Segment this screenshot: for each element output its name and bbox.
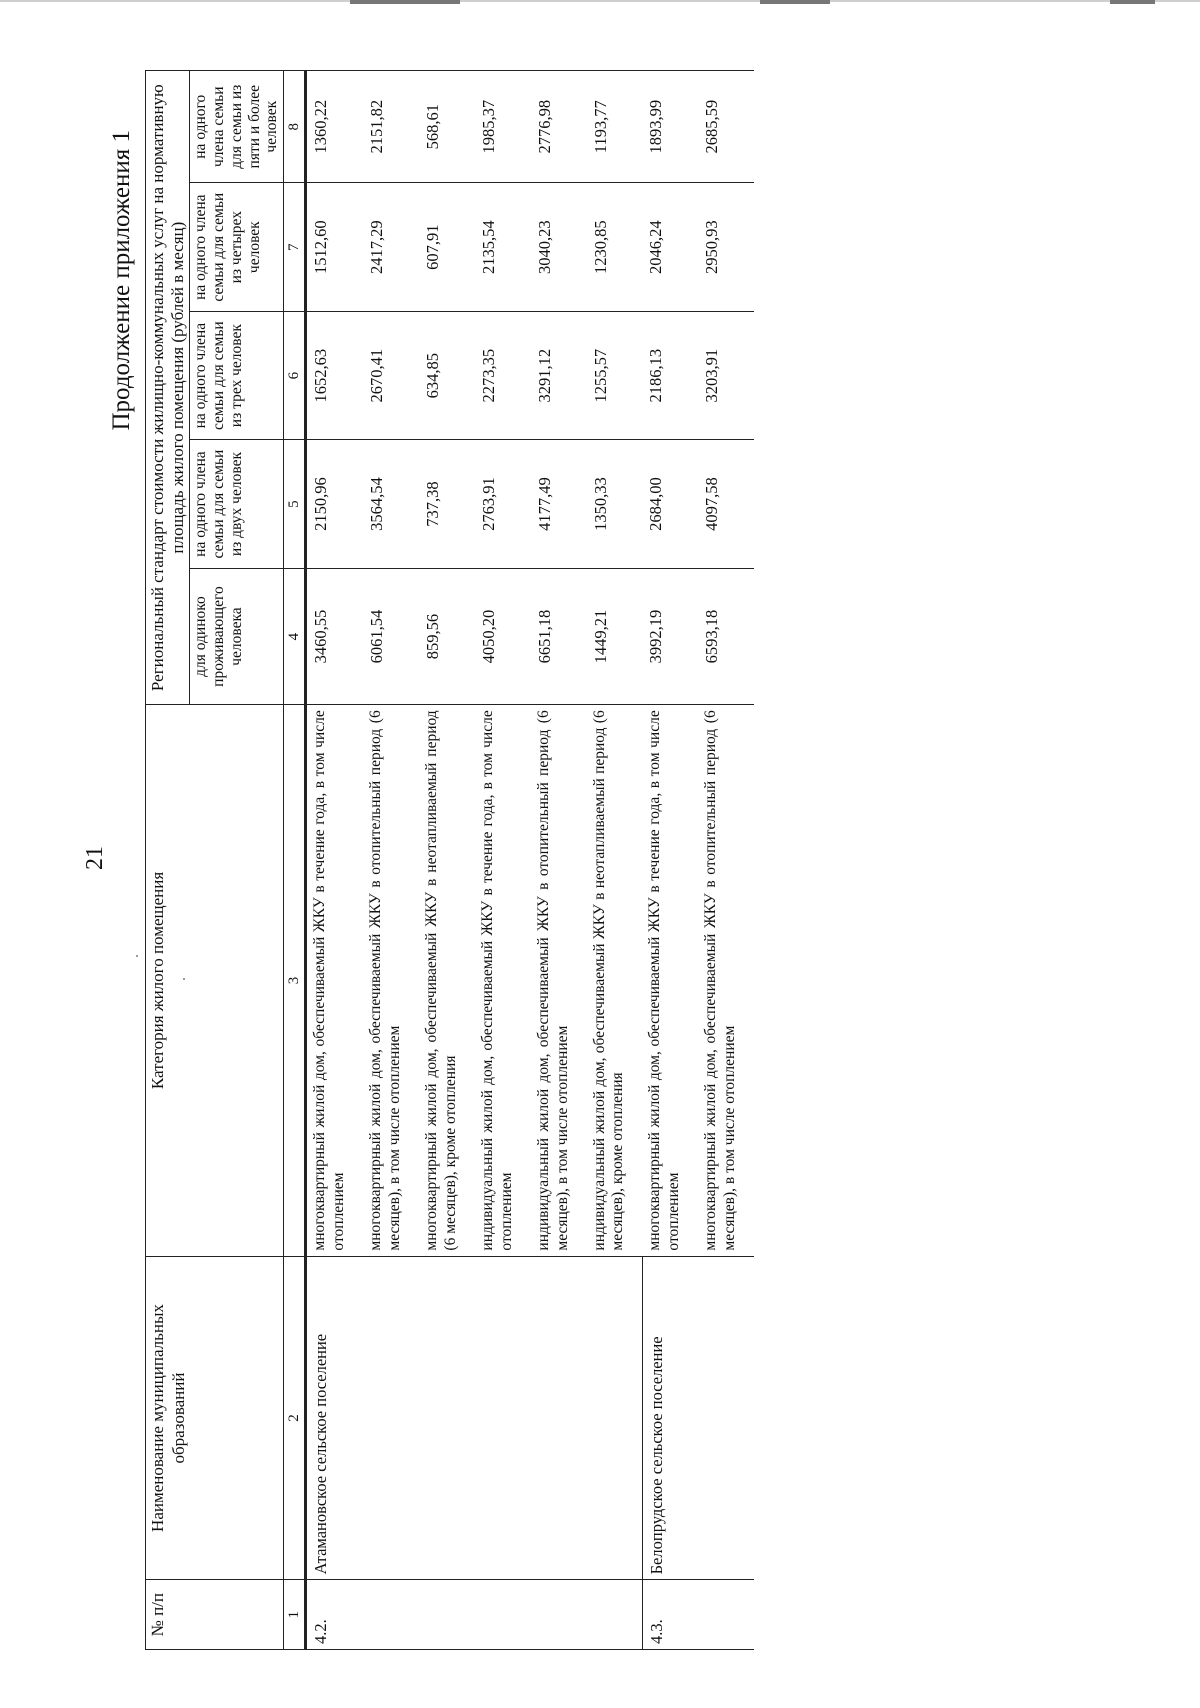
value-family-4: 2135,54 [475,183,531,311]
value-family-3: 3203,91 [698,311,754,439]
table-row [698,71,754,1650]
value-family-5plus: 1360,22 [306,71,363,183]
municipality-name [419,1256,475,1580]
cost-standard-table [145,70,754,1650]
table-row [475,71,531,1650]
table-row [531,71,587,1650]
value-family-3: 1652,63 [306,311,363,439]
value-family-2: 2150,96 [306,440,363,568]
value-family-3: 3291,12 [531,311,587,439]
value-family-4: 2950,93 [698,183,754,311]
value-family-5plus: 1985,37 [475,71,531,183]
value-family-4: 1230,85 [587,183,643,311]
value-family-3: 2273,35 [475,311,531,439]
value-family-5plus: 2685,59 [698,71,754,183]
value-single: 6593,18 [698,568,754,704]
header-family-4: на одного члена семьи для семьи из четырех человек [190,183,284,311]
row-number [531,1580,587,1650]
column-number: 1 [284,1580,306,1650]
row-number [475,1580,531,1650]
column-number: 8 [284,71,306,183]
value-family-2: 3564,54 [363,440,419,568]
value-family-5plus: 568,61 [419,71,475,183]
header-family-5plus: на одного члена семьи для семьи из пяти и более человек [190,71,284,183]
column-number: 2 [284,1256,306,1580]
table-row [587,71,643,1650]
row-number [698,1580,754,1650]
header-family-3: на одного члена семьи для семьи из трех человек [190,311,284,439]
value-family-5plus: 1193,77 [587,71,643,183]
row-number [419,1580,475,1650]
housing-category: многоквартирный жилой дом, обеспечиваемый ЖКУ в отопительный период (6 месяцев), в том числе отоплением [363,705,419,1256]
header-category: Категория жилого помещения [146,705,284,1256]
value-single: 6651,18 [531,568,587,704]
housing-category: индивидуальный жилой дом, обеспечиваемый ЖКУ в течение года, в том числе отоплением [475,705,531,1256]
column-number: 3 [284,705,306,1256]
column-number: 5 [284,440,306,568]
value-family-5plus: 2151,82 [363,71,419,183]
value-family-5plus: 1893,99 [642,71,698,183]
value-single: 859,56 [419,568,475,704]
housing-category: многоквартирный жилой дом, обеспечиваемый ЖКУ в течение года, в том числе отоплением [306,705,363,1256]
table-row [363,71,419,1650]
column-number: 6 [284,311,306,439]
header-family-2: на одного члена семьи для семьи из двух человек [190,440,284,568]
value-single: 3992,19 [642,568,698,704]
row-number [587,1580,643,1650]
table-row [419,71,475,1650]
value-family-2: 737,38 [419,440,475,568]
row-number: 4.3. [642,1580,698,1650]
header-single: для одиноко проживающего человека [190,568,284,704]
row-number: 4.2. [306,1580,363,1650]
value-family-5plus: 2776,98 [531,71,587,183]
municipality-name: Белопрудское сельское поселение [642,1256,698,1580]
housing-category: многоквартирный жилой дом, обеспечиваемый ЖКУ в неотапливаемый период (6 месяцев), кроме отопления [419,705,475,1256]
header-standard: Региональный стандарт стоимости жилищно-коммунальных услуг на нормативную площадь жилого помещения (рублей в месяц) [146,71,190,705]
municipality-name [531,1256,587,1580]
housing-category: индивидуальный жилой дом, обеспечиваемый ЖКУ в отопительный период (6 месяцев), в том числе отоплением [531,705,587,1256]
value-family-2: 1350,33 [587,440,643,568]
header-municipality: Наименование муниципальных образований [146,1256,284,1580]
value-family-3: 2186,13 [642,311,698,439]
value-family-4: 3040,23 [531,183,587,311]
table-row [642,71,698,1650]
continuation-heading: Продолжение приложения 1 [108,130,135,431]
municipality-name: Атамановское сельское поселение [306,1256,363,1580]
housing-category: многоквартирный жилой дом, обеспечиваемый ЖКУ в течение года, в том числе отоплением [642,705,698,1256]
value-family-3: 634,85 [419,311,475,439]
value-family-2: 4177,49 [531,440,587,568]
row-number [363,1580,419,1650]
value-family-4: 607,91 [419,183,475,311]
housing-category: многоквартирный жилой дом, обеспечиваемый ЖКУ в отопительный период (6 месяцев), в том числе отоплением [698,705,754,1256]
column-number: 7 [284,183,306,311]
value-single: 1449,21 [587,568,643,704]
municipality-name [363,1256,419,1580]
value-family-3: 1255,57 [587,311,643,439]
page-number: 21 [82,846,108,870]
column-number: 4 [284,568,306,704]
value-single: 6061,54 [363,568,419,704]
value-family-3: 2670,41 [363,311,419,439]
value-family-2: 2684,00 [642,440,698,568]
municipality-name [475,1256,531,1580]
table-row [306,71,363,1650]
header-no: № п/п [146,1580,284,1650]
housing-category: индивидуальный жилой дом, обеспечиваемый ЖКУ в неотапливаемый период (6 месяцев), кроме отопления [587,705,643,1256]
value-family-4: 2046,24 [642,183,698,311]
value-family-4: 1512,60 [306,183,363,311]
value-single: 3460,55 [306,568,363,704]
municipality-name [698,1256,754,1580]
value-family-4: 2417,29 [363,183,419,311]
municipality-name [587,1256,643,1580]
value-family-2: 4097,58 [698,440,754,568]
value-single: 4050,20 [475,568,531,704]
value-family-2: 2763,91 [475,440,531,568]
